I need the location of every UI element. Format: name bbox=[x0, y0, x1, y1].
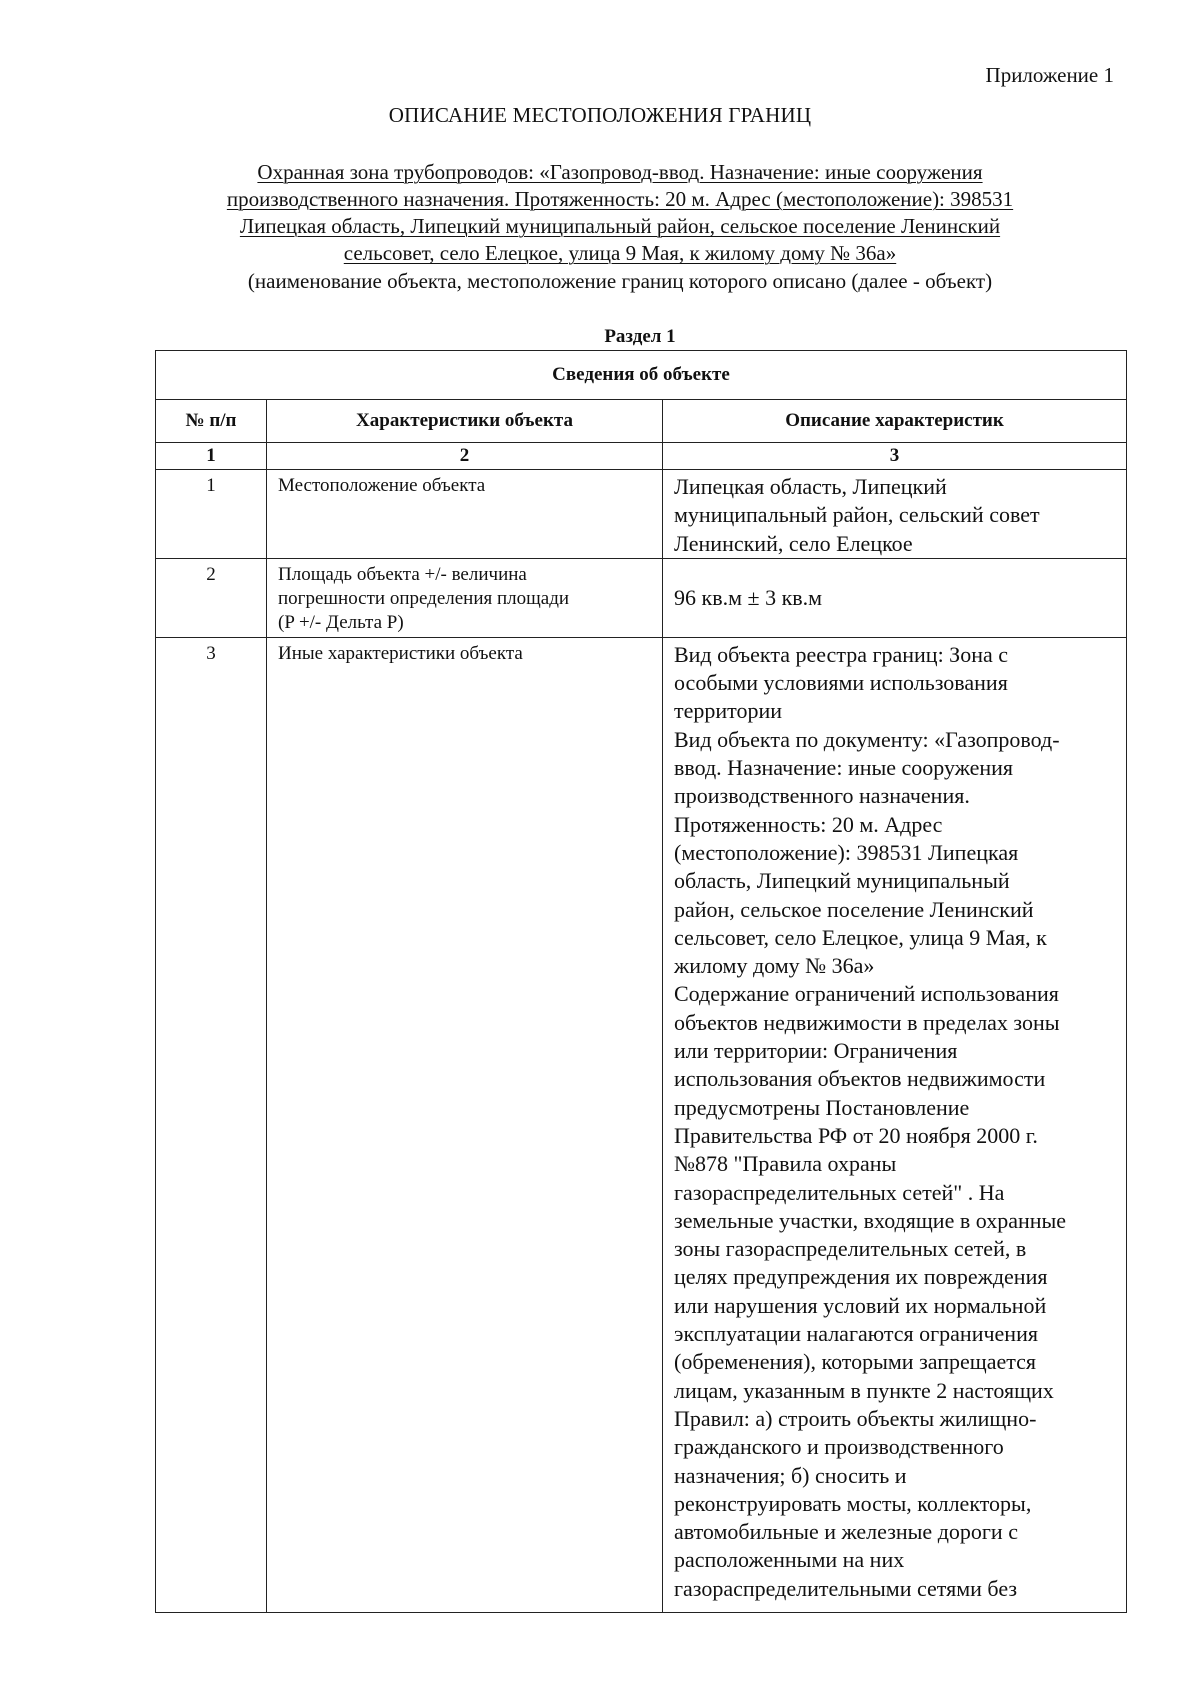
description-line: Правил: а) строить объекты жилищно- bbox=[674, 1405, 1037, 1431]
object-caption: (наименование объекта, местоположение границ которого описано (далее - объект) bbox=[247, 269, 993, 293]
row-number: 2 bbox=[156, 558, 267, 637]
description-line: реконструировать мосты, коллекторы, bbox=[674, 1490, 1032, 1516]
column-number: 1 bbox=[156, 443, 267, 470]
description-line: автомобильные и железные дороги с bbox=[674, 1519, 1018, 1545]
description-line: целях предупреждения их повреждения bbox=[674, 1264, 1048, 1290]
column-header-description: Описание характеристик bbox=[663, 400, 1127, 443]
table-caption-row bbox=[156, 351, 1127, 400]
column-header-characteristic: Характеристики объекта bbox=[267, 400, 663, 443]
description-line: Содержание ограничений использования bbox=[674, 981, 1059, 1007]
row-characteristic bbox=[267, 558, 663, 637]
column-number: 2 bbox=[267, 443, 663, 470]
object-name-line: Липецкая область, Липецкий муниципальный район, сельское поселение Ленинский bbox=[239, 214, 1001, 238]
description-line: жилому дому № 36а» bbox=[674, 953, 875, 979]
description-line: производственного назначения. bbox=[674, 783, 970, 809]
row-number: 3 bbox=[156, 637, 267, 1612]
characteristic-line: Иные характеристики объекта bbox=[278, 642, 523, 664]
description-line: зоны газораспределительных сетей, в bbox=[674, 1236, 1027, 1262]
characteristic-line: погрешности определения площади bbox=[278, 587, 570, 609]
description-line: (местоположение): 398531 Липецкая bbox=[674, 839, 1019, 865]
description-line: Протяженность: 20 м. Адрес bbox=[674, 811, 943, 837]
row-characteristic bbox=[267, 470, 663, 559]
table-row bbox=[156, 470, 1127, 559]
table-header-row bbox=[156, 400, 1127, 443]
appendix-label: Приложение 1 bbox=[985, 63, 1114, 87]
description-line: или территории: Ограничения bbox=[674, 1038, 958, 1064]
characteristic-line: (P +/- Дельта P) bbox=[278, 611, 404, 633]
object-name-line: Охранная зона трубопроводов: «Газопровод-ввод. Назначение: иные сооружения bbox=[257, 160, 983, 184]
description-line: область, Липецкий муниципальный bbox=[674, 868, 1010, 894]
description-line: муниципальный район, сельский совет bbox=[674, 502, 1040, 528]
description-line: назначения; б) сносить и bbox=[674, 1462, 907, 1488]
object-info-table bbox=[155, 350, 1127, 1613]
description-line: использования объектов недвижимости bbox=[674, 1066, 1046, 1092]
description-line: расположенными на них bbox=[674, 1547, 905, 1573]
description-line: №878 "Правила охраны bbox=[674, 1151, 897, 1177]
description-line: газораспределительных сетей" . На bbox=[674, 1179, 1005, 1205]
row-description bbox=[663, 637, 1127, 1612]
row-description bbox=[663, 470, 1127, 559]
column-number-row bbox=[156, 443, 1127, 470]
description-line: (обременения), которыми запрещается bbox=[674, 1349, 1037, 1375]
description-line: Вид объекта реестра границ: Зона с bbox=[674, 641, 1009, 667]
section-title: Раздел 1 bbox=[604, 326, 676, 347]
object-name bbox=[150, 159, 1090, 267]
description-line: район, сельское поселение Ленинский bbox=[674, 896, 1034, 922]
object-name-line: сельсовет, село Елецкое, улица 9 Мая, к жилому дому № 36а» bbox=[343, 241, 897, 265]
document-title: ОПИСАНИЕ МЕСТОПОЛОЖЕНИЯ ГРАНИЦ bbox=[388, 103, 812, 127]
column-number: 3 bbox=[663, 443, 1127, 470]
row-number: 1 bbox=[156, 470, 267, 559]
description-line: эксплуатации налагаются ограничения bbox=[674, 1321, 1038, 1347]
description-line: Вид объекта по документу: «Газопровод- bbox=[674, 726, 1060, 752]
description-line: территории bbox=[674, 698, 783, 724]
description-line: земельные участки, входящие в охранные bbox=[674, 1207, 1067, 1233]
description-line: газораспределительными сетями без bbox=[674, 1575, 1018, 1601]
description-line: предусмотрены Постановление bbox=[674, 1094, 970, 1120]
description-line: особыми условиями использования bbox=[674, 670, 1008, 696]
description-line: Липецкая область, Липецкий bbox=[674, 474, 947, 499]
description-line: объектов недвижимости в пределах зоны bbox=[674, 1009, 1060, 1035]
table-row bbox=[156, 637, 1127, 1612]
characteristic-line: Площадь объекта +/- величина bbox=[278, 563, 527, 585]
row-characteristic bbox=[267, 637, 663, 1612]
table-caption: Сведения об объекте bbox=[156, 351, 1127, 400]
row-description bbox=[663, 558, 1127, 637]
description-line: или нарушения условий их нормальной bbox=[674, 1292, 1047, 1318]
description-line: ввод. Назначение: иные сооружения bbox=[674, 755, 1014, 781]
description-line: Правительства РФ от 20 ноября 2000 г. bbox=[674, 1122, 1038, 1148]
description-line: сельсовет, село Елецкое, улица 9 Мая, к bbox=[674, 924, 1047, 950]
object-name-line: производственного назначения. Протяженность: 20 м. Адрес (местоположение): 398531 bbox=[226, 187, 1014, 211]
description-line: гражданского и производственного bbox=[674, 1434, 1004, 1460]
characteristic-line: Местоположение объекта bbox=[278, 475, 486, 496]
description-line: 96 кв.м ± 3 кв.м bbox=[674, 584, 823, 610]
table-row bbox=[156, 558, 1127, 637]
column-header-number: № п/п bbox=[156, 400, 267, 443]
description-line: лицам, указанным в пункте 2 настоящих bbox=[674, 1377, 1054, 1403]
description-line: Ленинский, село Елецкое bbox=[674, 530, 913, 556]
